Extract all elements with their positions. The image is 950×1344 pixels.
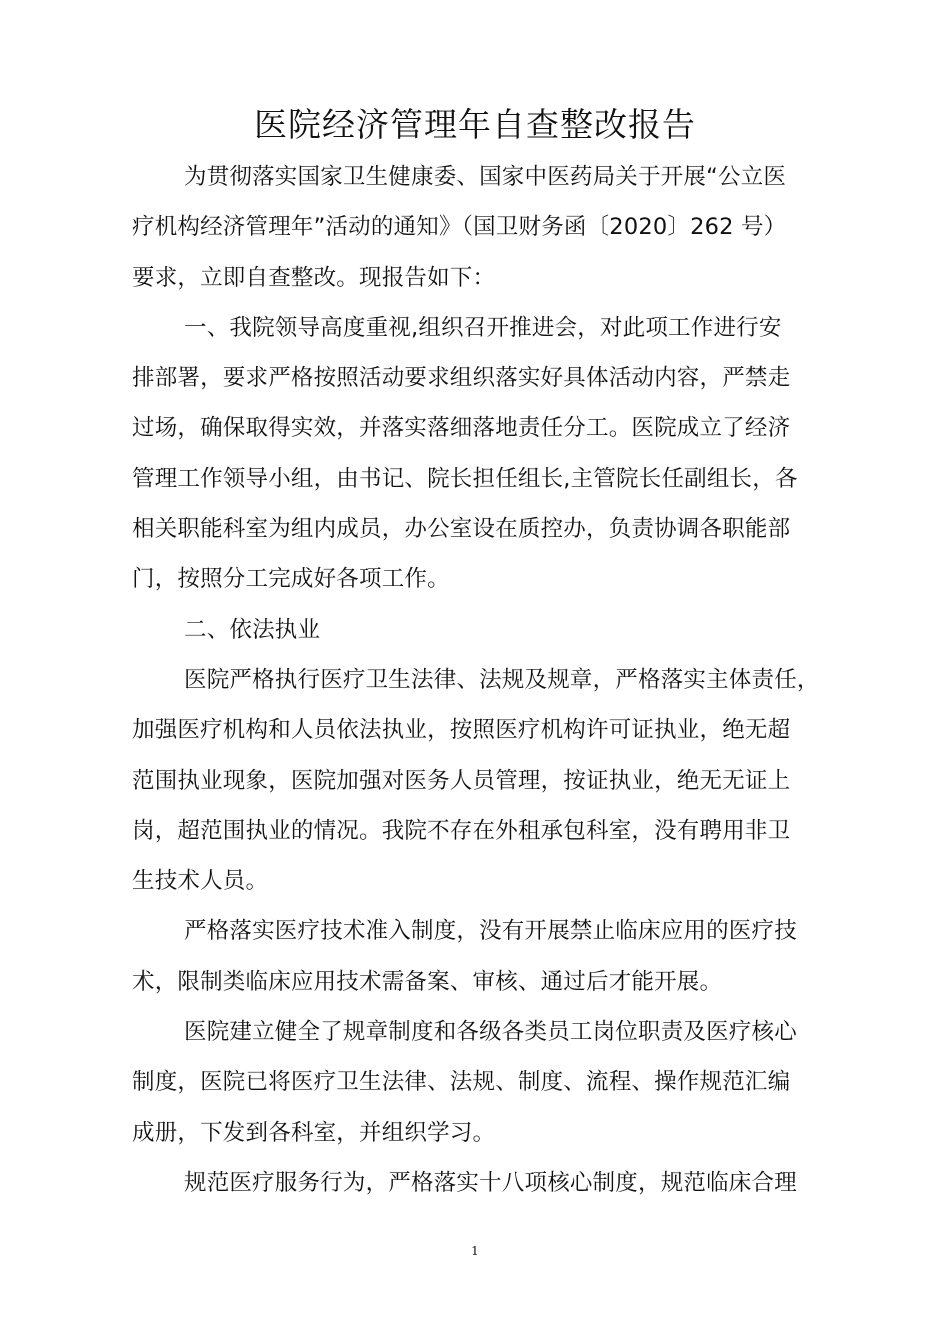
paragraph-line: 术，限制类临床应用技术需备案、审核、通过后才能开展。 [132,968,723,995]
paragraph-line: 疗机构经济管理年”活动的通知》（国卫财务函〔2020〕262 号） [132,214,787,241]
paragraph-line: 医院建立健全了规章制度和各级各类员工岗位职责及医疗核心 [184,1019,797,1046]
paragraph-line: 加强医疗机构和人员依法执业，按照医疗机构许可证执业，绝无超 [132,717,791,744]
paragraph-line: 要求，立即自查整改。现报告如下： [132,264,496,291]
paragraph-line: 规范医疗服务行为，严格落实十八项核心制度，规范临床合理 [184,1169,797,1196]
paragraph-line: 制度，医院已将医疗卫生法律、法规、制度、流程、操作规范汇编 [132,1069,791,1096]
paragraph-line: 管理工作领导小组，由书记、院长担任组长,主管院长任副组长，各 [132,465,798,492]
paragraph-line: 为贯彻落实国家卫生健康委、国家中医药局关于开展“公立医 [184,164,787,190]
paragraph-line: 相关职能科室为组内成员，办公室设在质控办，负责协调各职能部 [132,516,791,543]
paragraph-line: 排部署，要求严格按照活动要求组织落实好具体活动内容，严禁走 [132,365,791,392]
paragraph-line: 成册，下发到各科室，并组织学习。 [132,1119,496,1146]
paragraph-line: 生技术人员。 [132,868,269,895]
paragraph-line: 严格落实医疗技术准入制度，没有开展禁止临床应用的医疗技 [184,918,797,945]
paragraph-line: 一、我院领导高度重视,组织召开推进会，对此项工作进行安 [184,314,782,341]
paragraph-line: 范围执业现象，医院加强对医务人员管理，按证执业，绝无无证上 [132,767,791,794]
paragraph-line: 过场，确保取得实效，并落实落细落地责任分工。医院成立了经济 [132,415,791,442]
document-body [132,152,832,1208]
section-heading: 二、依法执业 [184,616,321,643]
document-title: 医院经济管理年自查整改报告 [254,105,696,144]
page-number: 1 [471,1244,479,1258]
paragraph-line: 门，按照分工完成好各项工作。 [132,566,450,593]
paragraph-line: 岗，超范围执业的情况。我院不存在外租承包科室，没有聘用非卫 [132,817,791,844]
paragraph-line: 医院严格执行医疗卫生法律、法规及规章，严格落实主体责任， [184,666,820,693]
